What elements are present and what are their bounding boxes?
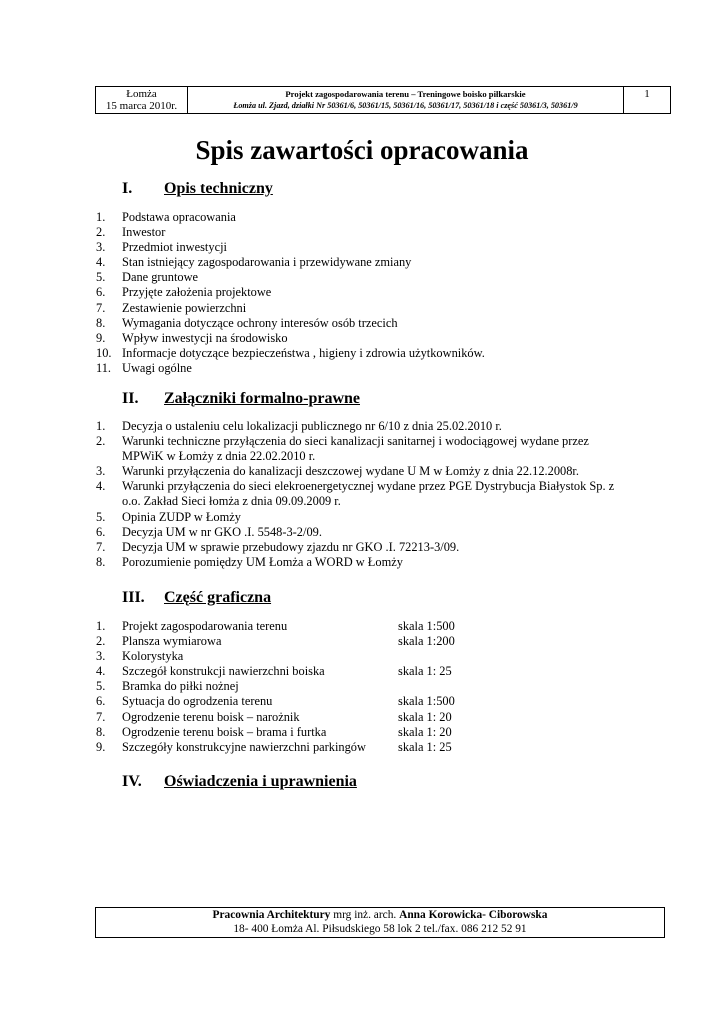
item-text: Szczegóły konstrukcyjne nawierzchni parkingów bbox=[122, 739, 366, 754]
item-text: Ogrodzenie terenu boisk – brama i furtka bbox=[122, 724, 327, 739]
footer-title-prefix: mrg inż. arch. bbox=[333, 909, 397, 921]
item-number: 5. bbox=[96, 679, 106, 694]
item-scale: skala 1: 25 bbox=[398, 664, 452, 679]
list-item bbox=[0, 510, 614, 525]
item-number: 11. bbox=[96, 360, 112, 375]
list-item bbox=[0, 464, 614, 479]
item-text: Wymagania dotyczące ochrony interesów osób trzecich bbox=[122, 315, 398, 330]
section-number: IV. bbox=[122, 773, 142, 790]
item-scale: skala 1: 25 bbox=[398, 739, 452, 754]
header-date: 15 marca 2010r. bbox=[105, 100, 178, 112]
section-title: Opis techniczny bbox=[164, 180, 273, 197]
item-number: 4. bbox=[96, 479, 106, 494]
section-heading-1 bbox=[122, 179, 273, 199]
section-number: I. bbox=[122, 180, 133, 197]
item-text: Bramka do piłki nożnej bbox=[122, 679, 239, 694]
item-text-continued: o.o. Zakład Sieci łomża z dnia 09.09.2009 r. bbox=[122, 494, 341, 509]
section-title: Załączniki formalno-prawne bbox=[164, 390, 360, 407]
section-heading-2 bbox=[122, 389, 360, 409]
item-number: 4. bbox=[96, 664, 106, 679]
list-item bbox=[0, 649, 366, 664]
page-header bbox=[95, 86, 671, 114]
section-list-1 bbox=[0, 210, 485, 376]
list-item bbox=[0, 739, 452, 755]
footer-firm: Pracownia Architektury bbox=[212, 909, 331, 921]
list-item bbox=[0, 331, 485, 346]
list-item bbox=[0, 540, 614, 555]
item-scale: skala 1:500 bbox=[398, 619, 455, 633]
item-text: Decyzja UM w nr GKO .I. 5548-3-2/09. bbox=[122, 524, 322, 539]
item-number: 9. bbox=[96, 330, 106, 345]
list-item bbox=[0, 634, 455, 649]
item-scale: skala 1: 20 bbox=[398, 709, 452, 724]
section-title: Część graficzna bbox=[164, 589, 272, 606]
item-number: 4. bbox=[96, 255, 106, 270]
header-project-location: Łomża ul. Zjazd, działki Nr 50361/6, 50361/15, 50361/16, 50361/17, 50361/18 i część 50361/3, 50361/9 bbox=[233, 101, 578, 110]
item-number: 2. bbox=[96, 225, 106, 240]
section-title: Oświadczenia i uprawnienia bbox=[164, 773, 357, 790]
list-item bbox=[0, 724, 452, 740]
header-project bbox=[188, 87, 624, 113]
item-scale: skala 1:200 bbox=[398, 634, 455, 649]
item-scale: skala 1:500 bbox=[398, 694, 455, 709]
item-number: 8. bbox=[96, 554, 106, 569]
footer-author: Anna Korowicka- Ciborowska bbox=[399, 909, 548, 921]
item-text: Sytuacja do ogrodzenia terenu bbox=[122, 694, 273, 709]
section-list-3 bbox=[0, 619, 455, 755]
list-item bbox=[0, 255, 485, 270]
item-number: 1. bbox=[96, 210, 106, 224]
item-text: Podstawa opracowania bbox=[122, 210, 236, 224]
list-item bbox=[0, 555, 614, 570]
list-item bbox=[0, 694, 455, 709]
item-number: 1. bbox=[96, 419, 106, 433]
list-item bbox=[0, 316, 485, 331]
section-number: III. bbox=[122, 589, 145, 606]
list-item bbox=[0, 225, 485, 240]
list-item bbox=[0, 240, 485, 255]
list-item bbox=[0, 679, 366, 694]
footer-address: 18- 400 Łomża Al. Piłsudskiego 58 lok 2 tel./fax. 086 212 52 91 bbox=[233, 922, 527, 935]
item-text: Warunki przyłączenia do sieci elekroenergetycznej wydane przez PGE Dystrybucja Białystok Sp. z bbox=[122, 479, 615, 494]
list-item bbox=[0, 664, 452, 679]
item-number: 2. bbox=[96, 434, 106, 449]
item-number: 8. bbox=[96, 315, 106, 330]
list-item bbox=[0, 301, 485, 316]
item-text: Decyzja o ustaleniu celu lokalizacji publicznego nr 6/10 z dnia 25.02.2010 r. bbox=[122, 419, 502, 433]
list-item bbox=[0, 210, 485, 225]
item-number: 3. bbox=[96, 240, 106, 255]
item-number: 3. bbox=[96, 649, 106, 664]
item-text: Ogrodzenie terenu boisk – narożnik bbox=[122, 709, 300, 724]
item-text: Kolorystyka bbox=[122, 649, 184, 664]
item-number: 7. bbox=[96, 300, 106, 315]
header-page-number: 1 bbox=[644, 88, 650, 100]
item-text: Warunki techniczne przyłączenia do sieci kanalizacji sanitarnej i wodociągowej wydane przez bbox=[122, 434, 589, 449]
page-title: Spis zawartości opracowania bbox=[195, 135, 529, 165]
list-item bbox=[0, 619, 455, 634]
item-number: 7. bbox=[96, 709, 106, 724]
item-number: 5. bbox=[96, 270, 106, 285]
item-number: 1. bbox=[96, 619, 106, 633]
section-list-2 bbox=[0, 419, 614, 570]
item-text: Stan istniejący zagospodarowania i przewidywane zmiany bbox=[122, 255, 412, 270]
list-item bbox=[0, 361, 485, 376]
item-text: Decyzja UM w sprawie przebudowy zjazdu nr GKO .I. 72213-3/09. bbox=[122, 539, 460, 554]
list-item bbox=[0, 479, 614, 509]
page-footer bbox=[95, 907, 665, 938]
item-number: 2. bbox=[96, 634, 106, 649]
item-number: 6. bbox=[96, 285, 106, 300]
list-item bbox=[0, 709, 452, 725]
header-project-title: Projekt zagospodarowania terenu – Treningowe boisko piłkarskie bbox=[285, 89, 526, 99]
item-text: Przyjęte założenia projektowe bbox=[122, 285, 272, 300]
item-text: Opinia ZUDP w Łomży bbox=[122, 509, 241, 524]
item-text-continued: MPWiK w Łomży z dnia 22.02.2010 r. bbox=[122, 449, 316, 464]
item-text: Szczegół konstrukcji nawierzchni boiska bbox=[122, 664, 325, 679]
footer-firm-line bbox=[96, 909, 664, 923]
list-item bbox=[0, 346, 485, 361]
item-number: 8. bbox=[96, 724, 106, 739]
item-text: Dane gruntowe bbox=[122, 270, 199, 285]
item-text: Warunki przyłączenia do kanalizacji deszczowej wydane U M w Łomży z dnia 22.12.2008r. bbox=[122, 464, 579, 479]
header-city: Łomża bbox=[126, 88, 157, 100]
item-text: Przedmiot inwestycji bbox=[122, 240, 227, 255]
item-text: Zestawienie powierzchni bbox=[122, 300, 247, 315]
item-text: Informacje dotyczące bezpieczeństwa , higieny i zdrowia użytkowników. bbox=[122, 345, 485, 360]
item-number: 9. bbox=[96, 739, 106, 754]
item-scale: skala 1: 20 bbox=[398, 724, 452, 739]
section-heading-3 bbox=[122, 588, 271, 608]
section-number: II. bbox=[122, 390, 139, 407]
item-text: Inwestor bbox=[122, 225, 166, 240]
item-number: 5. bbox=[96, 509, 106, 524]
item-text: Plansza wymiarowa bbox=[122, 634, 222, 649]
header-city-date bbox=[96, 87, 188, 113]
section-heading-4 bbox=[122, 772, 357, 792]
list-item bbox=[0, 270, 485, 285]
list-item bbox=[0, 434, 614, 464]
item-text: Projekt zagospodarowania terenu bbox=[122, 619, 288, 633]
item-text: Uwagi ogólne bbox=[122, 360, 192, 375]
item-text: Wpływ inwestycji na środowisko bbox=[122, 330, 288, 345]
item-text: Porozumienie pomiędzy UM Łomża a WORD w Łomży bbox=[122, 554, 403, 569]
item-number: 6. bbox=[96, 694, 106, 709]
list-item bbox=[0, 525, 614, 540]
list-item bbox=[0, 285, 485, 300]
item-number: 3. bbox=[96, 464, 106, 479]
list-item bbox=[0, 419, 614, 434]
item-number: 10. bbox=[96, 345, 112, 360]
item-number: 6. bbox=[96, 524, 106, 539]
item-number: 7. bbox=[96, 539, 106, 554]
